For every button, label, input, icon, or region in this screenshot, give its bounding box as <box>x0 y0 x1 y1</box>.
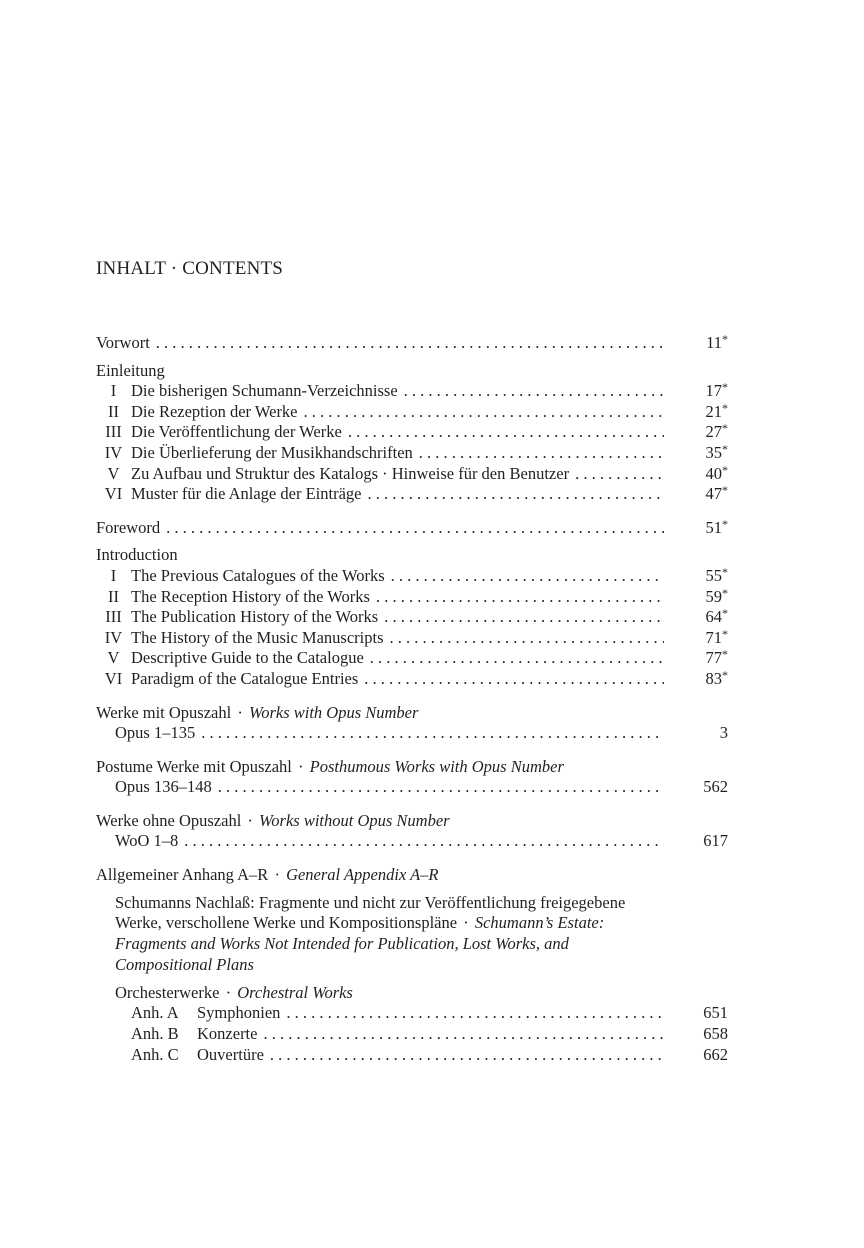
toc-page-number: 77* <box>705 647 728 668</box>
toc-page-number: 17* <box>705 380 728 401</box>
dot-leader <box>404 381 664 402</box>
toc-page-number: 35* <box>705 441 728 462</box>
toc-page-number: 11* <box>706 332 728 352</box>
toc-entry-label: Zu Aufbau und Struktur des Katalogs · Hinweise für den Benutzer <box>131 463 570 483</box>
einleitung-list <box>96 381 728 505</box>
heading-english: General Appendix A–R <box>286 865 439 885</box>
toc-entry-label: The Publication History of the Works <box>131 607 379 627</box>
toc-entry-label: The Previous Catalogues of the Works <box>131 565 385 585</box>
toc-entry <box>96 566 728 587</box>
toc-entry-label: Descriptive Guide to the Catalogue <box>131 648 364 668</box>
dot-leader <box>367 484 664 505</box>
subsection-heading-orchestral: Orchesterwerke · Orchestral Works <box>115 982 353 1002</box>
dot-leader <box>218 777 664 798</box>
asterisk-mark: * <box>722 516 728 531</box>
appendix-code: Anh. C <box>131 1044 179 1064</box>
heading-german: Orchesterwerke <box>115 982 220 1002</box>
toc-entry-label: The Reception History of the Works <box>131 586 370 606</box>
asterisk-mark: * <box>722 380 728 395</box>
toc-entry <box>96 464 728 485</box>
toc-entry-label: Die bisherigen Schumann-Verzeichnisse <box>131 381 398 401</box>
dot-leader <box>575 464 664 485</box>
toc-entry-label: Paradigm of the Catalogue Entries <box>131 668 359 688</box>
roman-numeral: I <box>110 565 117 585</box>
toc-entry-label: Symphonien <box>197 1003 281 1023</box>
toc-entry <box>96 443 728 464</box>
asterisk-mark: * <box>722 647 728 662</box>
heading-english: Works without Opus Number <box>259 810 450 830</box>
asterisk-mark: * <box>722 564 728 579</box>
toc-entry-posthumous <box>96 777 728 798</box>
roman-numeral: VI <box>104 668 123 688</box>
toc-page-number: 71* <box>705 626 728 647</box>
toc-page-number: 59* <box>705 585 728 606</box>
toc-page-number: 64* <box>705 606 728 627</box>
dot-leader <box>348 422 664 443</box>
roman-numeral: VI <box>104 484 123 504</box>
toc-page-number: 55* <box>705 564 728 585</box>
toc-entry-label: Foreword <box>96 517 161 537</box>
toc-entry-label: Muster für die Anlage der Einträge <box>131 484 362 504</box>
roman-numeral: III <box>105 607 122 627</box>
dot-leader <box>390 628 664 649</box>
dot-leader <box>286 1003 664 1024</box>
toc-page-number: 51* <box>705 516 728 537</box>
asterisk-mark: * <box>722 483 728 498</box>
toc-entry <box>96 422 728 443</box>
toc-page-number: 27* <box>705 421 728 442</box>
toc-entry-label: Die Veröffentlichung der Werke <box>131 422 342 442</box>
toc-entry-label: Opus 136–148 <box>115 777 212 797</box>
asterisk-mark: * <box>722 462 728 477</box>
dot-leader <box>391 566 664 587</box>
table-of-contents <box>96 333 728 1065</box>
section-heading-opus: Werke mit Opuszahl · Works with Opus Number <box>96 702 419 722</box>
heading-german: Postume Werke mit Opuszahl <box>96 756 292 776</box>
toc-page-number: 617 <box>703 831 728 851</box>
toc-entry-label: Die Rezeption der Werke <box>131 401 298 421</box>
roman-numeral: II <box>108 401 119 421</box>
dot-leader <box>201 723 664 744</box>
heading-english: Orchestral Works <box>237 982 353 1002</box>
toc-page-number: 3 <box>719 723 728 743</box>
dot-leader <box>166 518 664 539</box>
toc-page-number: 40* <box>705 462 728 483</box>
toc-entry-label: Vorwort <box>96 333 150 352</box>
toc-entry <box>96 648 728 669</box>
toc-entry <box>96 1003 728 1024</box>
asterisk-mark: * <box>722 332 728 346</box>
toc-page-number: 651 <box>703 1003 728 1023</box>
toc-entry-label: Konzerte <box>197 1024 258 1044</box>
toc-entry <box>96 381 728 402</box>
toc-entry <box>96 484 728 505</box>
toc-page-number: 47* <box>705 483 728 504</box>
section-heading-woo: Werke ohne Opuszahl · Works without Opus Number <box>96 810 450 830</box>
nachlass-english: Schumann’s Estate: Fragments and Works Not Intended for Publication, Lost Works, and Compositional Plans <box>115 913 605 975</box>
toc-entry <box>96 587 728 608</box>
section-heading-introduction: Introduction <box>96 545 178 565</box>
roman-numeral: IV <box>104 442 123 462</box>
dot-leader <box>364 669 664 690</box>
heading-german: Werke mit Opuszahl <box>96 702 232 722</box>
appendix-list <box>96 1003 728 1065</box>
toc-entry-woo <box>96 831 728 852</box>
toc-entry <box>96 402 728 423</box>
nachlass-german: Schumanns Nachlaß: Fragmente und nicht zur Veröffentlichung freigegebene Werke, verschollene Werke und Kompositionspläne <box>115 892 626 933</box>
page-title: INHALT · CONTENTS <box>96 258 284 279</box>
asterisk-mark: * <box>722 585 728 600</box>
toc-entry-vorwort <box>96 333 728 354</box>
asterisk-mark: * <box>722 606 728 621</box>
toc-entry-label: Die Überlieferung der Musikhandschriften <box>131 442 413 462</box>
heading-german: Allgemeiner Anhang A–R <box>96 865 269 885</box>
toc-page-number: 658 <box>703 1024 728 1044</box>
toc-entry-opus <box>96 723 728 744</box>
introduction-list <box>96 566 728 690</box>
dot-leader <box>384 607 664 628</box>
roman-numeral: V <box>107 648 120 668</box>
dot-leader <box>156 333 664 354</box>
roman-numeral: V <box>107 463 120 483</box>
heading-english: Works with Opus Number <box>248 702 419 722</box>
asterisk-mark: * <box>722 421 728 436</box>
toc-entry <box>96 669 728 690</box>
toc-entry-label: WoO 1–8 <box>115 831 179 851</box>
asterisk-mark: * <box>722 667 728 682</box>
roman-numeral: III <box>105 422 122 442</box>
asterisk-mark: * <box>722 441 728 456</box>
dot-leader <box>270 1045 664 1066</box>
nachlass-description: Schumanns Nachlaß: Fragmente und nicht zur Veröffentlichung freigegebene Werke, verschollene Werke und Kompositionspläne · Schumann’s Estate: Fragments and Works Not Intended for Publication, Lost Works, and Compositional Plans <box>115 892 626 975</box>
toc-entry <box>96 628 728 649</box>
asterisk-mark: * <box>722 400 728 415</box>
dot-leader <box>419 443 664 464</box>
roman-numeral: I <box>110 381 117 401</box>
section-heading-einleitung: Einleitung <box>96 360 165 380</box>
toc-page-number: 662 <box>703 1044 728 1064</box>
toc-entry-label: Opus 1–135 <box>115 723 196 743</box>
toc-page-number: 83* <box>705 667 728 688</box>
dot-leader <box>304 402 664 423</box>
dot-leader <box>370 648 664 669</box>
toc-entry-label: Ouvertüre <box>197 1044 264 1064</box>
toc-entry-foreword <box>96 518 728 539</box>
heading-german: Werke ohne Opuszahl <box>96 810 242 830</box>
heading-english: Posthumous Works with Opus Number <box>309 756 564 776</box>
dot-leader <box>263 1024 664 1045</box>
toc-entry <box>96 1045 728 1066</box>
toc-page-number: 21* <box>705 400 728 421</box>
roman-numeral: II <box>108 586 119 606</box>
section-heading-posthumous: Postume Werke mit Opuszahl · Posthumous Works with Opus Number <box>96 756 564 776</box>
toc-page-number: 562 <box>703 777 728 797</box>
dot-leader <box>184 831 664 852</box>
toc-entry <box>96 607 728 628</box>
asterisk-mark: * <box>722 626 728 641</box>
section-heading-appendix: Allgemeiner Anhang A–R · General Appendix A–R <box>96 865 439 885</box>
appendix-code: Anh. A <box>131 1003 179 1023</box>
toc-entry-label: The History of the Music Manuscripts <box>131 627 384 647</box>
roman-numeral: IV <box>104 627 123 647</box>
dot-leader <box>376 587 664 608</box>
appendix-code: Anh. B <box>131 1024 179 1044</box>
toc-entry <box>96 1024 728 1045</box>
